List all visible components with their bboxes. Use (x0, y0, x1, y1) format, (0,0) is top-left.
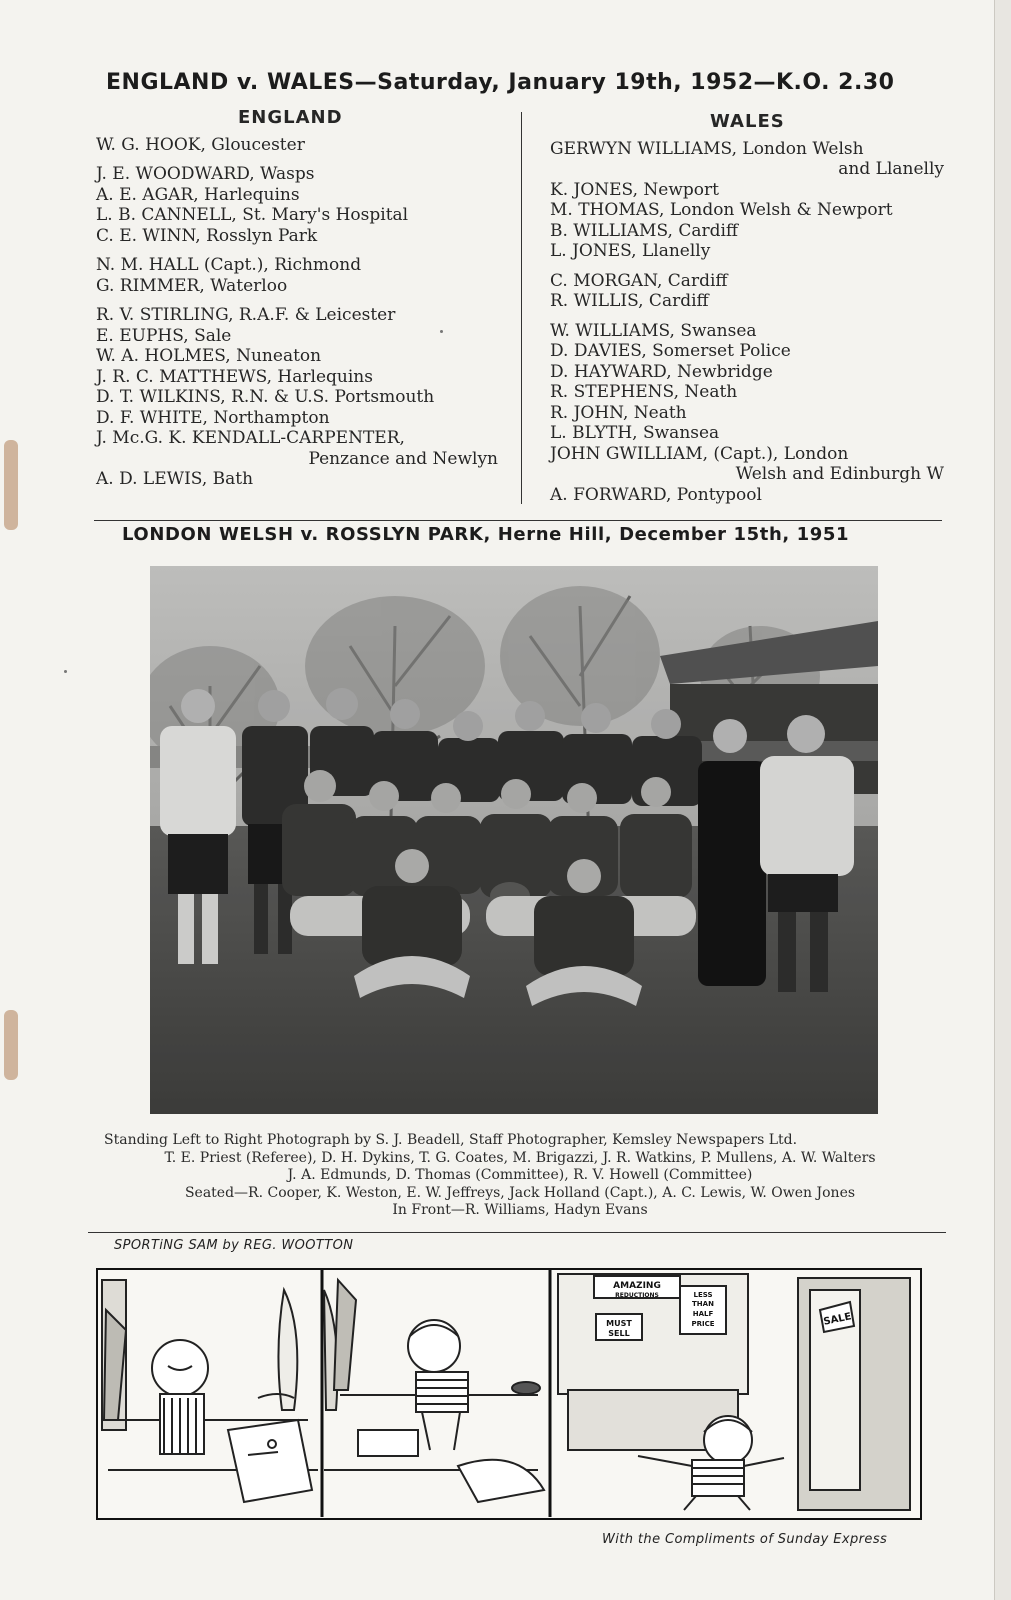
player: K. JONES, Newport (550, 179, 719, 200)
team-photograph (150, 566, 878, 1114)
comic-strip (96, 1268, 922, 1520)
comic-sign-text: HALF (692, 1310, 714, 1318)
section-divider (88, 1232, 946, 1233)
page-edge (994, 0, 1011, 1600)
paper-stain (4, 440, 18, 530)
player-name: JOHN GWILLIAM, (Capt.), London (550, 443, 849, 464)
caption-line: T. E. Priest (Referee), D. H. Dykins, T. G. Coates, M. Brigazzi, J. R. Watkins, P. Mullens, A. W. Walters (164, 1149, 876, 1166)
player: D. F. WHITE, Northampton (96, 407, 330, 428)
comic-sign-text: AMAZING (613, 1281, 661, 1291)
caption-line: J. A. Edmunds, D. Thomas (Committee), R. V. Howell (Committee) (287, 1167, 753, 1183)
player: L. BLYTH, Swansea (550, 423, 720, 443)
team-photo-image (150, 566, 878, 1114)
player: B. WILLIAMS, Cardiff (550, 220, 738, 241)
player: A. D. LEWIS, Bath (96, 469, 254, 489)
player: A. FORWARD, Pontypool (550, 484, 762, 505)
player: E. EUPHS, Sale (96, 325, 232, 346)
match-headline: ENGLAND v. WALES—Saturday, January 19th, 1952—K.O. 2.30 (106, 70, 895, 95)
player-club-continued: Penzance and Newlyn (308, 448, 498, 469)
player-club-continued: and Llanelly (838, 159, 944, 179)
player: R. STEPHENS, Neath (550, 382, 738, 402)
player: J. R. C. MATTHEWS, Harlequins (96, 366, 373, 387)
print-speck (440, 330, 443, 333)
player-name: GERWYN WILLIAMS, London Welsh (550, 138, 864, 159)
player-name: J. Mc.G. K. KENDALL-CARPENTER, (96, 428, 405, 448)
comic-strip-drawing (98, 1270, 919, 1517)
comic-strip-title: SPORTiNG SAM by REG. WOOTTON (114, 1238, 354, 1253)
comic-sign-text: SALE (822, 1311, 853, 1328)
england-heading: ENGLAND (238, 107, 343, 128)
caption-line: Seated—R. Cooper, K. Weston, E. W. Jeffreys, Jack Holland (Capt.), A. C. Lewis, W. Owen Jones (184, 1184, 856, 1201)
player (550, 139, 950, 180)
player: N. M. HALL (Capt.), Richmond (96, 255, 362, 275)
player: C. MORGAN, Cardiff (550, 270, 728, 291)
player: R. V. STIRLING, R.A.F. & Leicester (96, 305, 396, 325)
player: D. T. WILKINS, R.N. & U.S. Portsmouth (96, 387, 435, 407)
comic-sign-text: REDUCTIONS (615, 1292, 659, 1299)
player: A. E. AGAR, Harlequins (96, 184, 300, 205)
england-team-list (96, 108, 516, 490)
comic-sign-text: SELL (608, 1329, 630, 1338)
player: R. JOHN, Neath (550, 402, 687, 423)
player: J. E. WOODWARD, Wasps (96, 164, 315, 184)
player: W. G. HOOK, Gloucester (96, 134, 305, 155)
player: D. DAVIES, Somerset Police (550, 341, 791, 361)
section-divider (94, 520, 942, 521)
player: L. B. CANNELL, St. Mary's Hospital (96, 205, 409, 225)
player: W. WILLIAMS, Swansea (550, 320, 757, 341)
second-match-heading: LONDON WELSH v. ROSSLYN PARK, Herne Hill, December 15th, 1951 (122, 524, 850, 545)
player (550, 444, 950, 485)
paper-stain (4, 1010, 18, 1080)
player: M. THOMAS, London Welsh & Newport (550, 200, 893, 220)
compliments-credit: With the Compliments of Sunday Express (602, 1532, 888, 1547)
photo-captions (90, 1132, 950, 1220)
player (96, 428, 516, 469)
comic-sign-text: PRICE (691, 1320, 715, 1328)
player: R. WILLIS, Cardiff (550, 291, 709, 311)
column-divider (521, 112, 522, 504)
player: C. E. WINN, Rosslyn Park (96, 225, 318, 246)
caption-line: Standing Left to Right Photograph by S. J. Beadell, Staff Photographer, Kemsley Newspapers Ltd. (104, 1132, 798, 1148)
comic-sign-text: MUST (606, 1319, 632, 1328)
player: G. RIMMER, Waterloo (96, 275, 288, 296)
player: W. A. HOLMES, Nuneaton (96, 346, 322, 366)
comic-sign-text: LESS (693, 1291, 713, 1299)
player: L. JONES, Llanelly (550, 241, 711, 261)
caption-line: In Front—R. Williams, Hadyn Evans (392, 1202, 648, 1218)
player: D. HAYWARD, Newbridge (550, 361, 773, 382)
wales-team-list (550, 112, 950, 505)
player-club-continued: Welsh and Edinburgh W (735, 464, 944, 484)
print-speck (64, 670, 67, 673)
wales-heading: WALES (710, 111, 785, 132)
comic-sign-text: THAN (692, 1300, 714, 1308)
